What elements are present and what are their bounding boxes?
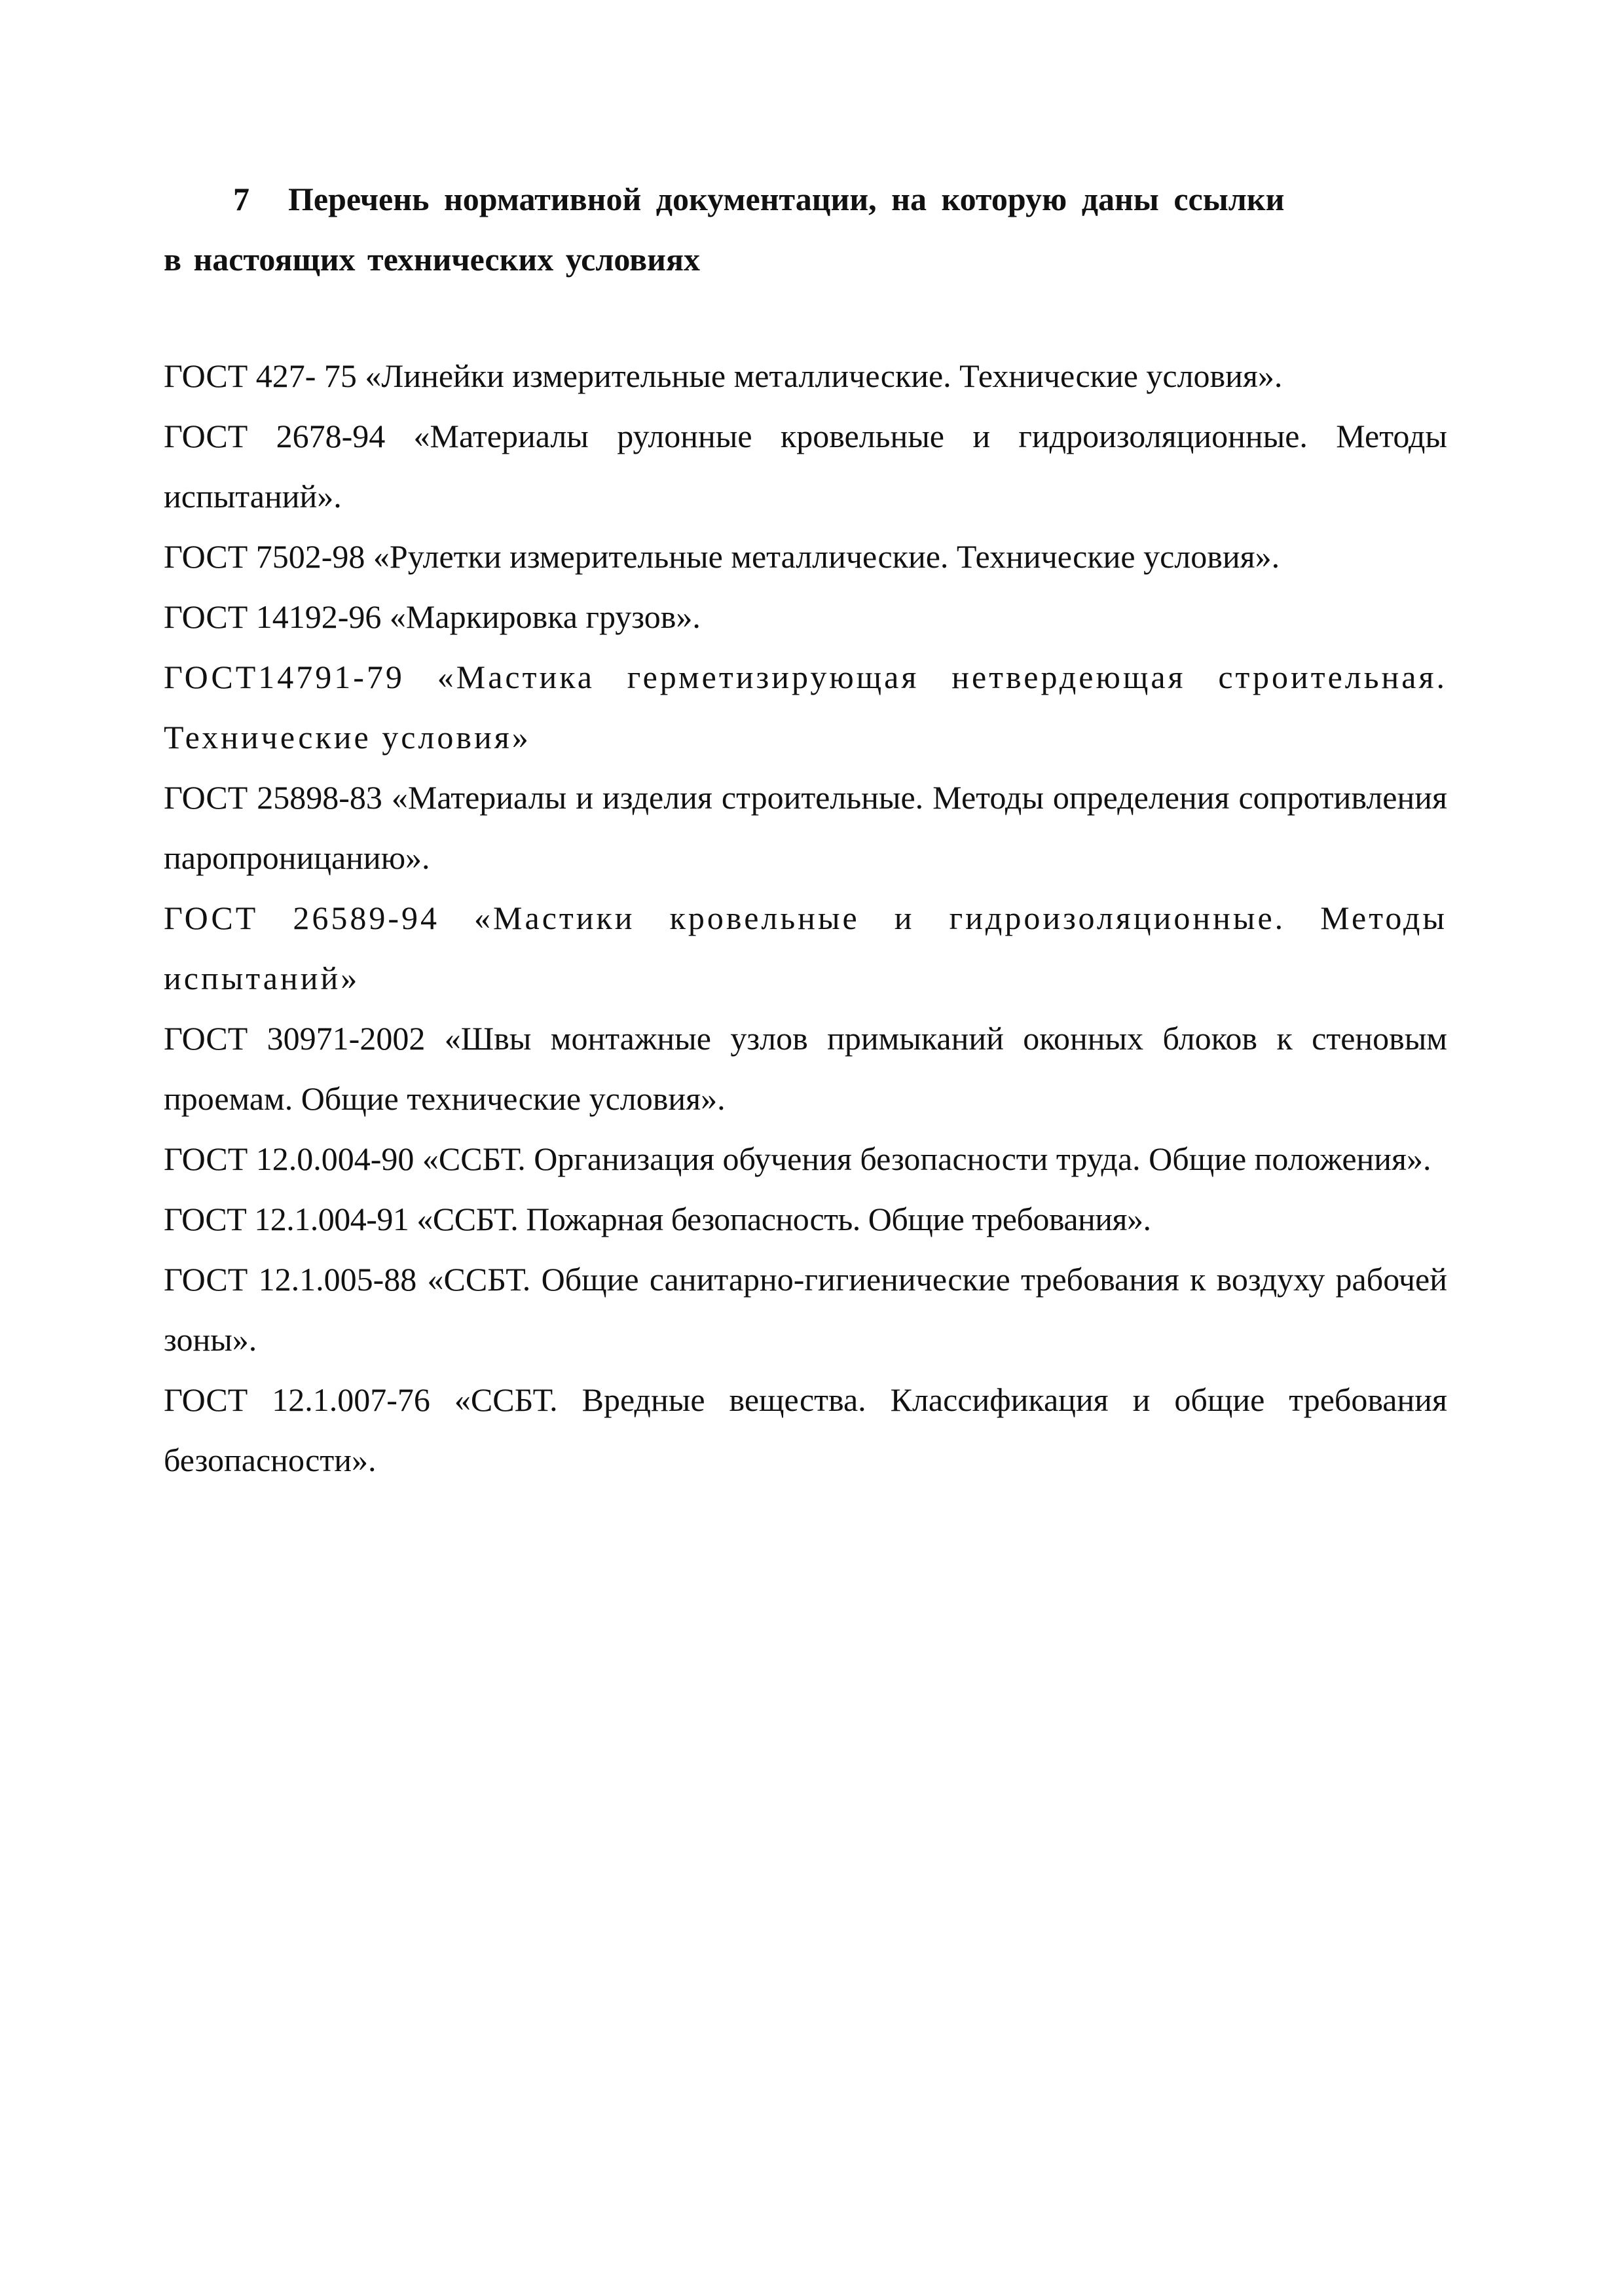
section-heading-line1	[164, 169, 1473, 229]
reference-item: ГОСТ 26589-94 «Мастики кровельные и гидроизоляционные. Методы испытаний»	[164, 900, 1447, 996]
reference-item: ГОСТ14791-79 «Мастика герметизирующая нетвердеющая строительная. Технические условия»	[164, 659, 1447, 756]
reference-list	[164, 346, 1447, 1490]
reference-item: ГОСТ 12.1.004-91 «ССБТ. Пожарная безопасность. Общие требования».	[164, 1201, 1151, 1237]
reference-item: ГОСТ 14192-96 «Маркировка грузов».	[164, 598, 701, 635]
reference-item: ГОСТ 427- 75 «Линейки измерительные металлические. Технические условия».	[164, 357, 1283, 394]
section-title-part2: в настоящих технических условиях	[164, 241, 701, 278]
reference-item: ГОСТ 25898-83 «Материалы и изделия строительные. Методы определения сопротивления паропроницанию».	[164, 779, 1447, 876]
section-number: 7	[233, 181, 249, 217]
reference-item: ГОСТ 7502-98 «Рулетки измерительные металлические. Технические условия».	[164, 538, 1280, 575]
reference-item: ГОСТ 12.1.005-88 «ССБТ. Общие санитарно-гигиенические требования к воздуху рабочей зоны».	[164, 1261, 1447, 1358]
reference-item: ГОСТ 2678-94 «Материалы рулонные кровельные и гидроизоляционные. Методы испытаний».	[164, 418, 1447, 515]
reference-item: ГОСТ 12.1.007-76 «ССБТ. Вредные вещества. Классификация и общие требования безопасности».	[164, 1381, 1447, 1478]
reference-item: ГОСТ 30971-2002 «Швы монтажные узлов примыканий оконных блоков к стеновым проемам. Общие технические условия».	[164, 1020, 1447, 1117]
reference-item: ГОСТ 12.0.004-90 «ССБТ. Организация обучения безопасности труда. Общие положения».	[164, 1140, 1431, 1177]
section-title-part1: Перечень нормативной документации, на которую даны ссылки	[288, 181, 1285, 217]
section-heading	[164, 169, 1473, 289]
